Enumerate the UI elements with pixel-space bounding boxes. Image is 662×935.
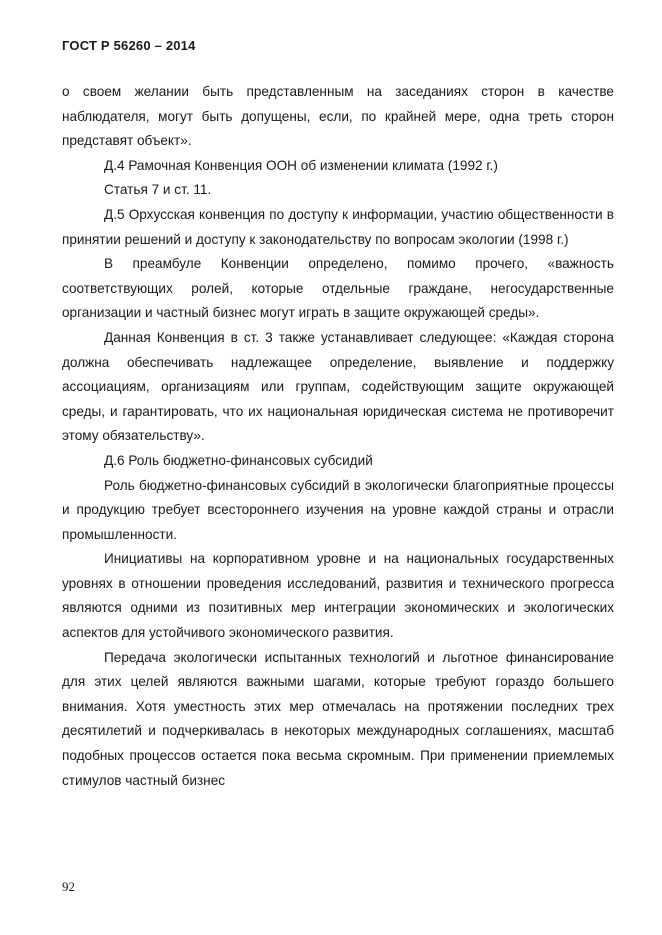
paragraph-preamble: В преамбуле Конвенции определено, помимо прочего, «важность соответствующих ролей, которые отдельные граждане, негосударственные организации и частный бизнес могут играть в защите окружающей среды». [62, 256, 614, 321]
paragraph-article-3: Данная Конвенция в ст. 3 также устанавливает следующее: «Каждая сторона должна обеспечивать надлежащее определение, выявление и поддержку ассоциациям, организациям или группам, содействующим защите окружающей среды, и гарантировать, что их национальная юридическая система не противоречит этому обязательству». [62, 329, 614, 444]
paragraph-subsidies-role: Роль бюджетно-финансовых субсидий в экологически благоприятные процессы и продукцию требует всестороннего изучения на уровне каждой страны и отрасли промышленности. [62, 477, 614, 542]
section-heading-d5: Д.5 Орхусская конвенция по доступу к информации, участию общественности в принятии решений и доступу к законодательству по вопросам экологии (1998 г.) [62, 206, 614, 247]
page-number: 92 [62, 879, 75, 894]
paragraph-technology-transfer: Передача экологически испытанных технологий и льготное финансирование для этих целей являются важными шагами, которые требуют гораздо большего внимания. Хотя уместность этих мер отмечалась на протяжении последних трех десятилетий и подчеркивалась в некоторых международных соглашениях, масштаб подобных процессов остается пока весьма скромным. При применении приемлемых стимулов частный бизнес [62, 649, 614, 788]
document-header-title: ГОСТ Р 56260 – 2014 [62, 38, 196, 53]
paragraph-initiatives: Инициативы на корпоративном уровне и на национальных государственных уровнях в отношении проведения исследований, развития и технического прогресса являются одними из позитивных мер интеграции экономических и экологических аспектов для устойчивого экономического развития. [62, 551, 614, 641]
paragraph-article-reference: Статья 7 и ст. 11. [104, 182, 212, 198]
document-body [62, 80, 614, 793]
paragraph-continuation: о своем желании быть представленным на заседаниях сторон в качестве наблюдателя, могут быть допущены, если, по крайней мере, одна треть сторон представят объект». [62, 84, 614, 149]
section-heading-d6: Д.6 Роль бюджетно-финансовых субсидий [104, 452, 373, 468]
section-heading-d4: Д.4 Рамочная Конвенция ООН об изменении климата (1992 г.) [104, 157, 498, 173]
